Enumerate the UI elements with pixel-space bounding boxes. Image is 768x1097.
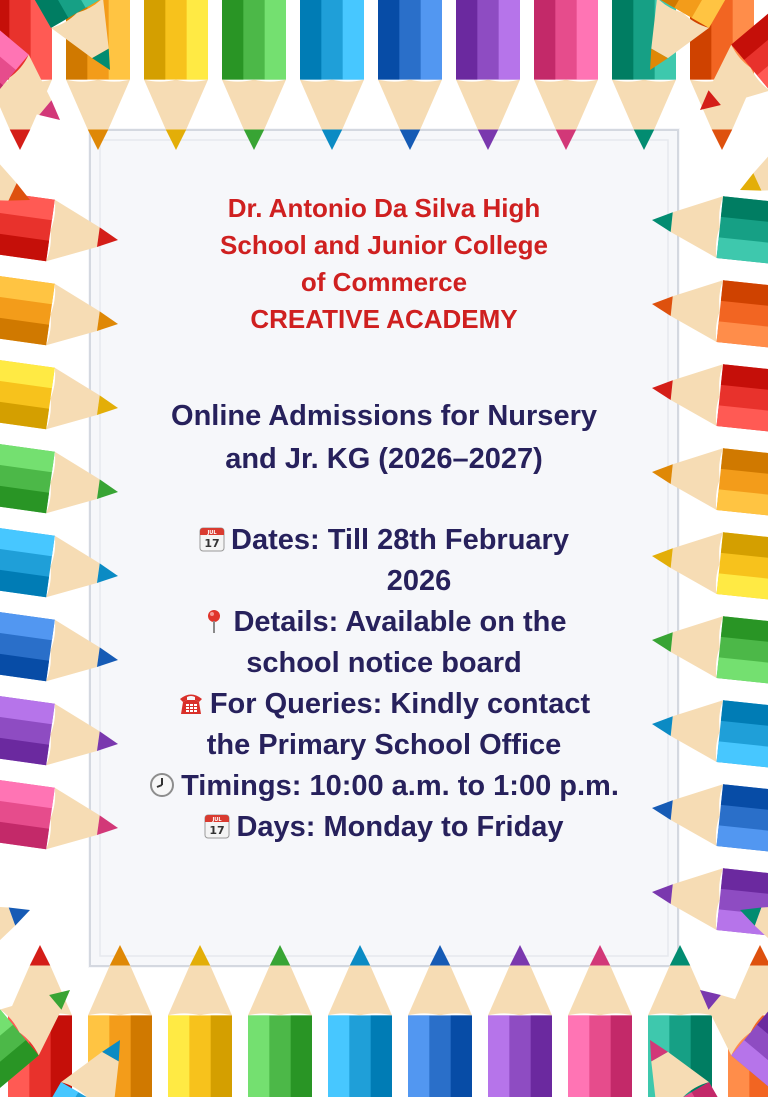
poster-content xyxy=(110,190,658,843)
details-label: Details: Available on the xyxy=(233,606,567,638)
admission-heading-line: Online Admissions for Nursery xyxy=(171,400,597,432)
calendar-icon-day: 17 xyxy=(204,537,220,550)
days-label: Days: Monday to Friday xyxy=(236,811,564,843)
details-block xyxy=(80,520,688,848)
dates-label: Dates: Till 28th February xyxy=(231,524,569,556)
queries-line xyxy=(80,684,688,725)
school-title xyxy=(110,190,658,338)
telephone-icon xyxy=(178,690,204,716)
calendar-icon-month: JUL xyxy=(207,530,217,536)
timings-line xyxy=(80,766,688,807)
details-continuation: school notice board xyxy=(246,647,522,679)
clock-icon xyxy=(149,772,175,798)
calendar-icon-day: 17 xyxy=(209,824,226,837)
admission-heading-line: and Jr. KG (2026–2027) xyxy=(225,443,543,475)
school-title-line: Dr. Antonio Da Silva High xyxy=(227,193,541,223)
school-title-line: School and Junior College xyxy=(220,230,548,260)
dates-line xyxy=(80,520,688,561)
calendar-icon-month: JUL xyxy=(212,817,222,823)
details-line xyxy=(80,602,688,643)
calendar-icon xyxy=(204,813,230,839)
timings-label: Timings: 10:00 a.m. to 1:00 p.m. xyxy=(181,770,619,802)
admission-heading xyxy=(110,395,658,481)
queries-continuation: the Primary School Office xyxy=(206,729,562,761)
academy-name: CREATIVE ACADEMY xyxy=(250,304,518,334)
queries-label: For Queries: Kindly contact xyxy=(209,688,591,720)
days-line xyxy=(80,807,688,848)
calendar-icon xyxy=(199,526,225,552)
dates-year: 2026 xyxy=(386,565,452,597)
pin-icon xyxy=(201,608,227,634)
school-title-line: of Commerce xyxy=(300,267,468,297)
